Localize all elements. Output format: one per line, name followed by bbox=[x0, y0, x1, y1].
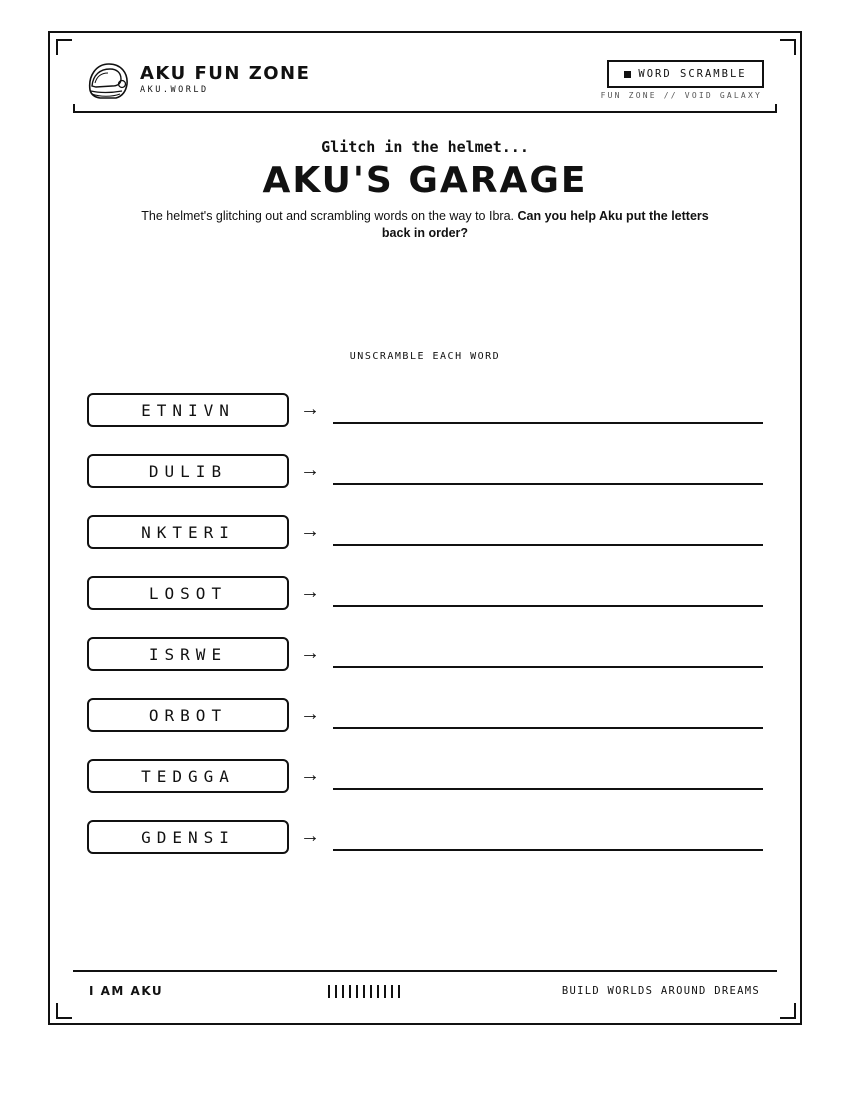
intro-paragraph bbox=[130, 208, 720, 242]
scrambled-word: LOSOT bbox=[87, 576, 289, 610]
answer-line[interactable] bbox=[333, 422, 763, 424]
answer-line[interactable] bbox=[333, 788, 763, 790]
scrambled-word: ORBOT bbox=[87, 698, 289, 732]
intro-text: The helmet's glitching out and scrambling words on the way to Ibra. bbox=[141, 209, 518, 223]
word-row bbox=[87, 637, 763, 671]
instruction-label: UNSCRAMBLE EACH WORD bbox=[349, 351, 501, 362]
corner-mark-bottom-right bbox=[780, 1003, 796, 1019]
header-divider-tick-right bbox=[775, 104, 777, 113]
corner-mark-top-left bbox=[56, 39, 72, 55]
arrow-right-icon: → bbox=[300, 825, 320, 847]
astronaut-helmet-icon bbox=[86, 60, 130, 102]
answer-line[interactable] bbox=[333, 605, 763, 607]
arrow-right-icon: → bbox=[300, 764, 320, 786]
brand-name: AKU FUN ZONE bbox=[140, 63, 311, 84]
arrow-right-icon: → bbox=[300, 459, 320, 481]
scrambled-word: DULIB bbox=[87, 454, 289, 488]
answer-line[interactable] bbox=[333, 544, 763, 546]
activity-tag-label: WORD SCRAMBLE bbox=[638, 68, 747, 80]
corner-mark-top-right bbox=[780, 39, 796, 55]
word-row bbox=[87, 698, 763, 732]
scrambled-word: ISRWE bbox=[87, 637, 289, 671]
square-bullet-icon bbox=[624, 71, 631, 78]
answer-line[interactable] bbox=[333, 849, 763, 851]
scrambled-word: NKTERI bbox=[87, 515, 289, 549]
word-row bbox=[87, 759, 763, 793]
scrambled-word: GDENSI bbox=[87, 820, 289, 854]
footer-tagline-right: BUILD WORLDS AROUND DREAMS bbox=[561, 985, 760, 997]
answer-line[interactable] bbox=[333, 483, 763, 485]
word-row bbox=[87, 515, 763, 549]
activity-tag-subtitle: FUN ZONE // VOID GALAXY bbox=[600, 91, 762, 100]
page-title: AKU'S GARAGE bbox=[262, 160, 588, 201]
header-divider bbox=[73, 111, 777, 113]
kicker-text: Glitch in the helmet... bbox=[321, 138, 529, 156]
footer-tagline-left: I AM AKU bbox=[89, 984, 164, 998]
intro-question: Can you help Aku put the letters back in order? bbox=[381, 209, 709, 240]
answer-line[interactable] bbox=[333, 727, 763, 729]
arrow-right-icon: → bbox=[300, 520, 320, 542]
arrow-right-icon: → bbox=[300, 581, 320, 603]
word-row bbox=[87, 820, 763, 854]
arrow-right-icon: → bbox=[300, 703, 320, 725]
footer-divider bbox=[73, 970, 777, 972]
arrow-right-icon: → bbox=[300, 398, 320, 420]
word-row bbox=[87, 576, 763, 610]
activity-tag bbox=[607, 60, 764, 88]
arrow-right-icon: → bbox=[300, 642, 320, 664]
brand-url: AKU.WORLD bbox=[140, 85, 209, 95]
scrambled-word: TEDGGA bbox=[87, 759, 289, 793]
barcode-icon bbox=[328, 985, 405, 998]
word-row bbox=[87, 393, 763, 427]
scrambled-word: ETNIVN bbox=[87, 393, 289, 427]
word-row bbox=[87, 454, 763, 488]
corner-mark-bottom-left bbox=[56, 1003, 72, 1019]
header-divider-tick-left bbox=[73, 104, 75, 113]
answer-line[interactable] bbox=[333, 666, 763, 668]
